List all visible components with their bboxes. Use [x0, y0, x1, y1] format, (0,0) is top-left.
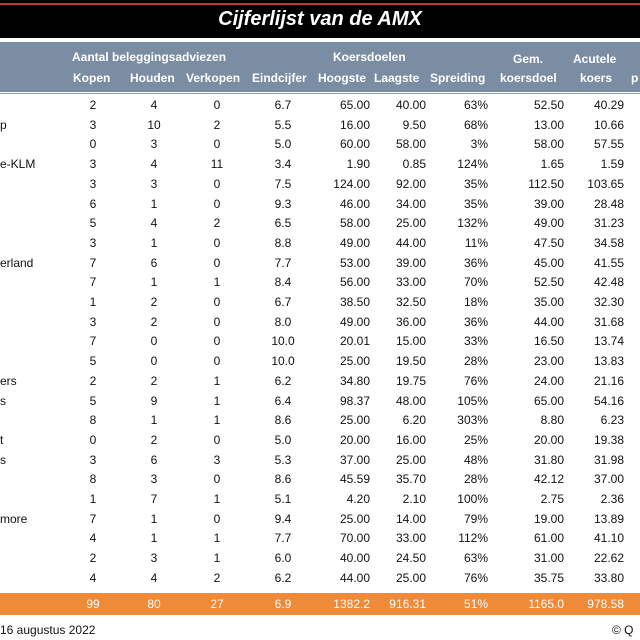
cell-actuele-koers: 37.00: [593, 472, 624, 487]
cell-houden: 2: [150, 314, 158, 329]
cell-verkopen: 0: [213, 354, 221, 369]
cell-laagste: 19.75: [395, 373, 426, 388]
cell-gem-koersdoel: 23.00: [533, 354, 564, 369]
cell-laagste: 32.50: [395, 295, 426, 309]
cell-spreiding: 36%: [463, 314, 488, 329]
cell-spreiding: 3%: [470, 137, 488, 152]
cell-kopen: 5: [89, 216, 97, 231]
cell-kopen: 2: [89, 373, 97, 388]
cell-laagste: 9.50: [402, 117, 426, 132]
total-houden: 80: [147, 597, 161, 611]
table-header: [0, 42, 640, 92]
cell-hoogste: 65.00: [339, 98, 370, 112]
cell-actuele-koers: 57.55: [593, 137, 624, 152]
cell-eindcijfer: 9.3: [274, 196, 292, 211]
cell-houden: 9: [150, 393, 158, 408]
cell-houden: 10: [147, 117, 161, 132]
cell-spreiding: 28%: [463, 472, 488, 487]
cell-eindcijfer: 6.0: [274, 551, 292, 566]
cell-houden: 4: [150, 216, 158, 231]
cell-kopen: 4: [89, 531, 97, 546]
cell-gem-koersdoel: 16.50: [533, 334, 564, 349]
cell-verkopen: 1: [213, 531, 221, 546]
cell-spreiding: 33%: [463, 334, 488, 349]
cell-verkopen: 1: [213, 492, 221, 506]
cell-gem-koersdoel: 8.80: [540, 413, 564, 428]
cell-gem-koersdoel: 49.00: [533, 216, 564, 231]
cell-eindcijfer: 3.4: [274, 157, 292, 172]
cell-houden: 3: [150, 472, 158, 487]
cell-gem-koersdoel: 65.00: [533, 393, 564, 408]
cell-gem-koersdoel: 45.00: [533, 255, 564, 270]
cell-hoogste: 25.00: [339, 413, 370, 428]
cell-actuele-koers: 13.74: [593, 334, 624, 349]
header-divider: [0, 93, 640, 94]
cell-eindcijfer: 6.4: [274, 393, 292, 408]
cell-spreiding: 68%: [463, 117, 488, 132]
cell-houden: 1: [150, 531, 158, 546]
cell-hoogste: 98.37: [339, 393, 370, 408]
header-actuele-top: Acutele: [573, 52, 617, 66]
cell-kopen: 4: [89, 570, 97, 585]
cell-actuele-koers: 28.48: [593, 196, 624, 211]
cell-hoogste: 44.00: [339, 570, 370, 585]
header-group-advices: Aantal beleggingsadviezen: [72, 50, 227, 64]
cell-spreiding: 105%: [457, 393, 488, 408]
cell-spreiding: 76%: [463, 373, 488, 388]
cell-eindcijfer: 7.7: [274, 531, 292, 546]
cell-laagste: 14.00: [395, 511, 426, 526]
cell-laagste: 16.00: [395, 432, 426, 447]
cell-gem-koersdoel: 112.50: [528, 176, 564, 191]
cell-gem-koersdoel: 24.00: [533, 373, 564, 388]
cell-hoogste: 49.00: [339, 235, 370, 250]
cell-eindcijfer: 10.0: [271, 354, 295, 369]
cell-actuele-koers: 13.89: [593, 511, 624, 526]
table-row: [0, 135, 640, 155]
cell-laagste: 34.00: [395, 196, 426, 211]
cell-spreiding: 25%: [463, 432, 488, 447]
cell-actuele-koers: 10.66: [593, 117, 624, 132]
cell-houden: 2: [150, 295, 158, 309]
cell-verkopen: 2: [213, 216, 221, 231]
cell-spreiding: 35%: [463, 196, 488, 211]
cell-laagste: 44.00: [395, 235, 426, 250]
table-row: [0, 293, 640, 313]
cell-eindcijfer: 8.8: [274, 235, 292, 250]
cell-verkopen: 3: [213, 452, 221, 467]
cell-eindcijfer: 8.0: [274, 314, 292, 329]
cell-spreiding: 18%: [463, 295, 488, 309]
cell-houden: 1: [150, 511, 158, 526]
table-row: [0, 273, 640, 293]
cell-verkopen: 0: [213, 334, 221, 349]
cell-kopen: 3: [89, 176, 97, 191]
cell-eindcijfer: 9.4: [274, 511, 292, 526]
cell-eindcijfer: 6.5: [274, 216, 292, 231]
cell-hoogste: 25.00: [339, 354, 370, 369]
cell-actuele-koers: 33.80: [593, 570, 624, 585]
cell-hoogste: 38.50: [339, 295, 370, 309]
cell-kopen: 7: [89, 255, 97, 270]
cell-gem-koersdoel: 1.65: [540, 157, 564, 172]
header-cut-bottom: p: [631, 71, 639, 85]
cell-kopen: 0: [89, 432, 97, 447]
cell-verkopen: 1: [213, 393, 221, 408]
cell-houden: 7: [150, 492, 158, 506]
cell-gem-koersdoel: 31.00: [533, 551, 564, 566]
table-row: [0, 372, 640, 392]
cell-verkopen: 0: [213, 511, 221, 526]
cell-laagste: 33.00: [395, 275, 426, 290]
header-houden: Houden: [130, 71, 175, 85]
total-kopen: 99: [86, 597, 100, 611]
cell-actuele-koers: 41.10: [593, 531, 624, 546]
cell-kopen: 3: [89, 117, 97, 132]
header-gem-bottom: koersdoel: [500, 71, 557, 85]
header-verkopen: Verkopen: [186, 71, 241, 85]
cell-verkopen: 0: [213, 137, 221, 152]
cell-hoogste: 37.00: [339, 452, 370, 467]
cell-gem-koersdoel: 58.00: [533, 137, 564, 152]
cell-kopen: 0: [89, 137, 97, 152]
table-row: [0, 234, 640, 254]
cell-hoogste: 34.80: [339, 373, 370, 388]
total-laagste: 916.31: [389, 597, 426, 611]
cell-hoogste: 56.00: [339, 275, 370, 290]
cell-gem-koersdoel: 61.00: [533, 531, 564, 546]
cell-eindcijfer: 5.0: [274, 137, 292, 152]
cell-gem-koersdoel: 13.00: [533, 117, 564, 132]
cell-eindcijfer: 5.3: [274, 452, 292, 467]
table-row: [0, 116, 640, 136]
header-laagste: Laagste: [374, 71, 420, 85]
totals-row: [0, 593, 640, 615]
cell-hoogste: 1.90: [346, 157, 370, 172]
cell-houden: 3: [150, 137, 158, 152]
cell-spreiding: 303%: [457, 413, 488, 428]
total-verkopen: 27: [210, 597, 224, 611]
cell-kopen: 7: [89, 334, 97, 349]
cell-hoogste: 4.20: [346, 492, 370, 506]
cell-kopen: 1: [89, 492, 97, 506]
cell-hoogste: 45.59: [339, 472, 370, 487]
title-accent-line: [0, 3, 640, 5]
table-row: [0, 313, 640, 333]
cell-houden: 1: [150, 235, 158, 250]
cell-gem-koersdoel: 39.00: [533, 196, 564, 211]
cell-laagste: 2.10: [402, 492, 426, 506]
cell-spreiding: 63%: [463, 551, 488, 566]
table-row: [0, 195, 640, 215]
cell-laagste: 39.00: [395, 255, 426, 270]
table-row: [0, 411, 640, 431]
cell-name: ers: [0, 373, 17, 388]
cell-hoogste: 25.00: [339, 511, 370, 526]
cell-actuele-koers: 22.62: [593, 551, 624, 566]
cell-kopen: 7: [89, 275, 97, 290]
cell-name: p: [0, 117, 7, 132]
cell-kopen: 5: [89, 393, 97, 408]
cell-laagste: 6.20: [402, 413, 426, 428]
table-row: [0, 529, 640, 549]
cell-verkopen: 11: [210, 157, 224, 172]
cell-eindcijfer: 6.2: [274, 570, 292, 585]
cell-verkopen: 0: [213, 235, 221, 250]
cell-hoogste: 49.00: [339, 314, 370, 329]
header-eindcijfer: Eindcijfer: [252, 71, 307, 85]
cell-gem-koersdoel: 42.12: [533, 472, 564, 487]
cell-laagste: 19.50: [395, 354, 426, 369]
table-row: [0, 254, 640, 274]
table-row: [0, 510, 640, 530]
cell-name: s: [0, 393, 6, 408]
total-actueel: 978.58: [587, 597, 624, 611]
cell-name: t: [0, 432, 4, 447]
header-kopen: Kopen: [73, 71, 111, 85]
cell-name: more: [0, 511, 28, 526]
cell-actuele-koers: 54.16: [593, 393, 624, 408]
cell-kopen: 8: [89, 413, 97, 428]
footer: [0, 620, 640, 640]
cell-spreiding: 124%: [457, 157, 488, 172]
cell-spreiding: 79%: [463, 511, 488, 526]
cell-spreiding: 11%: [464, 235, 488, 250]
cell-laagste: 33.00: [395, 531, 426, 546]
cell-houden: 6: [150, 452, 158, 467]
cell-gem-koersdoel: 44.00: [533, 314, 564, 329]
cell-kopen: 3: [89, 235, 97, 250]
page-title: Cijferlijst van de AMX: [218, 8, 422, 30]
cell-laagste: 40.00: [395, 98, 426, 112]
cell-hoogste: 40.00: [339, 551, 370, 566]
cell-laagste: 25.00: [395, 452, 426, 467]
cell-verkopen: 0: [213, 295, 221, 309]
table-row: [0, 96, 640, 116]
cell-spreiding: 76%: [463, 570, 488, 585]
cell-actuele-koers: 31.23: [593, 216, 624, 231]
cell-spreiding: 132%: [457, 216, 488, 231]
header-hoogste: Hoogste: [318, 71, 366, 85]
cell-eindcijfer: 7.7: [274, 255, 292, 270]
cell-gem-koersdoel: 35.00: [533, 295, 564, 309]
table-row: [0, 214, 640, 234]
cell-spreiding: 100%: [457, 492, 488, 506]
cell-kopen: 7: [89, 511, 97, 526]
cell-name: erland: [0, 255, 34, 270]
table-row: [0, 352, 640, 372]
header-gem-top: Gem.: [513, 52, 544, 66]
cell-verkopen: 1: [213, 413, 221, 428]
cell-verkopen: 0: [213, 176, 221, 191]
cell-verkopen: 2: [213, 570, 221, 585]
cell-kopen: 2: [89, 98, 97, 112]
footer-date: 16 augustus 2022: [0, 623, 96, 637]
cell-hoogste: 20.00: [339, 432, 370, 447]
cell-laagste: 92.00: [395, 176, 426, 191]
cell-laagste: 15.00: [395, 334, 426, 349]
cell-name: e-KLM: [0, 157, 36, 172]
header-spreiding: Spreiding: [430, 71, 486, 85]
cell-kopen: 6: [89, 196, 97, 211]
cell-actuele-koers: 2.36: [600, 492, 624, 506]
cell-houden: 1: [150, 196, 158, 211]
cell-houden: 2: [150, 373, 158, 388]
cell-houden: 4: [150, 570, 158, 585]
cell-verkopen: 0: [213, 314, 221, 329]
cell-spreiding: 70%: [463, 275, 488, 290]
cell-laagste: 25.00: [395, 570, 426, 585]
cell-verkopen: 0: [213, 432, 221, 447]
cell-hoogste: 20.01: [339, 334, 370, 349]
cell-hoogste: 60.00: [339, 137, 370, 152]
cell-actuele-koers: 34.58: [593, 235, 624, 250]
cell-actuele-koers: 1.59: [600, 157, 624, 172]
cell-houden: 3: [150, 551, 158, 566]
table-row: [0, 569, 640, 589]
cell-spreiding: 35%: [463, 176, 488, 191]
cell-laagste: 24.50: [395, 551, 426, 566]
cell-hoogste: 53.00: [339, 255, 370, 270]
cell-eindcijfer: 5.1: [274, 492, 292, 506]
cell-eindcijfer: 8.4: [274, 275, 292, 290]
cell-gem-koersdoel: 2.75: [540, 492, 564, 506]
total-eindcijfer: 6.9: [274, 597, 292, 611]
cell-laagste: 48.00: [395, 393, 426, 408]
cell-houden: 4: [150, 157, 158, 172]
table-row: [0, 332, 640, 352]
cell-kopen: 3: [89, 157, 97, 172]
cell-spreiding: 28%: [463, 354, 488, 369]
table-row: [0, 490, 640, 510]
cell-spreiding: 112%: [458, 531, 488, 546]
cell-actuele-koers: 41.55: [593, 255, 624, 270]
table-row: [0, 549, 640, 569]
cell-eindcijfer: 8.6: [274, 413, 292, 428]
cell-houden: 2: [150, 432, 158, 447]
table-row: [0, 392, 640, 412]
cell-eindcijfer: 6.7: [274, 98, 292, 112]
table-row: [0, 155, 640, 175]
cell-laagste: 0.85: [402, 157, 426, 172]
cell-verkopen: 2: [213, 117, 221, 132]
title-bar: [0, 0, 640, 38]
cell-hoogste: 16.00: [339, 117, 370, 132]
cell-laagste: 58.00: [395, 137, 426, 152]
cell-eindcijfer: 5.0: [274, 432, 292, 447]
cell-houden: 3: [150, 176, 158, 191]
cell-hoogste: 70.00: [339, 531, 370, 546]
cell-kopen: 3: [89, 314, 97, 329]
cell-hoogste: 58.00: [339, 216, 370, 231]
cell-actuele-koers: 19.38: [593, 432, 624, 447]
cell-kopen: 1: [89, 295, 97, 309]
header-actuele-bottom: koers: [580, 71, 613, 85]
cell-gem-koersdoel: 35.75: [533, 570, 564, 585]
total-hoogste: 1382.2: [333, 597, 370, 611]
cell-eindcijfer: 8.6: [274, 472, 292, 487]
cell-actuele-koers: 40.29: [593, 98, 624, 112]
footer-copyright: © Q: [612, 623, 634, 637]
cell-houden: 6: [150, 255, 158, 270]
cell-actuele-koers: 6.23: [600, 413, 624, 428]
table-row: [0, 451, 640, 471]
cell-gem-koersdoel: 19.00: [533, 511, 564, 526]
cell-gem-koersdoel: 52.50: [533, 98, 564, 112]
cell-actuele-koers: 32.30: [593, 295, 624, 309]
cell-spreiding: 63%: [463, 98, 488, 112]
cell-houden: 0: [150, 334, 158, 349]
cell-gem-koersdoel: 20.00: [533, 432, 564, 447]
cell-actuele-koers: 31.68: [593, 314, 624, 329]
cell-verkopen: 0: [213, 472, 221, 487]
cell-actuele-koers: 31.98: [593, 452, 624, 467]
table-row: [0, 431, 640, 451]
cell-verkopen: 0: [213, 255, 221, 270]
cell-houden: 1: [150, 413, 158, 428]
cell-kopen: 8: [89, 472, 97, 487]
header-group-targets: Koersdoelen: [333, 50, 406, 64]
cell-verkopen: 0: [213, 196, 221, 211]
cell-actuele-koers: 103.65: [587, 176, 624, 191]
cell-eindcijfer: 7.5: [274, 176, 292, 191]
cell-eindcijfer: 10.0: [271, 334, 295, 349]
cell-kopen: 2: [89, 551, 97, 566]
table-row: [0, 470, 640, 490]
total-gem: 1165.0: [528, 597, 564, 611]
cell-houden: 0: [150, 354, 158, 369]
cell-laagste: 36.00: [395, 314, 426, 329]
cell-gem-koersdoel: 47.50: [533, 235, 564, 250]
cell-eindcijfer: 5.5: [274, 117, 292, 132]
cell-actuele-koers: 21.16: [593, 373, 624, 388]
cell-name: s: [0, 452, 6, 467]
cell-houden: 1: [150, 275, 158, 290]
cell-verkopen: 1: [213, 373, 221, 388]
cell-kopen: 5: [89, 354, 97, 369]
cell-verkopen: 1: [213, 551, 221, 566]
cell-verkopen: 1: [213, 275, 221, 290]
cell-verkopen: 0: [213, 98, 221, 112]
cell-kopen: 3: [89, 452, 97, 467]
total-spreiding: 51%: [463, 597, 488, 611]
table-row: [0, 175, 640, 195]
cell-gem-koersdoel: 52.50: [533, 275, 564, 290]
cell-laagste: 25.00: [395, 216, 426, 231]
cell-gem-koersdoel: 31.80: [533, 452, 564, 467]
cell-eindcijfer: 6.7: [274, 295, 292, 309]
cell-laagste: 35.70: [395, 472, 426, 487]
cell-spreiding: 36%: [463, 255, 488, 270]
cell-actuele-koers: 13.83: [593, 354, 624, 369]
cell-eindcijfer: 6.2: [274, 373, 292, 388]
cell-hoogste: 124.00: [333, 176, 370, 191]
cell-spreiding: 48%: [463, 452, 488, 467]
cell-hoogste: 46.00: [339, 196, 370, 211]
cell-actuele-koers: 42.48: [593, 275, 624, 290]
cell-houden: 4: [150, 98, 158, 112]
